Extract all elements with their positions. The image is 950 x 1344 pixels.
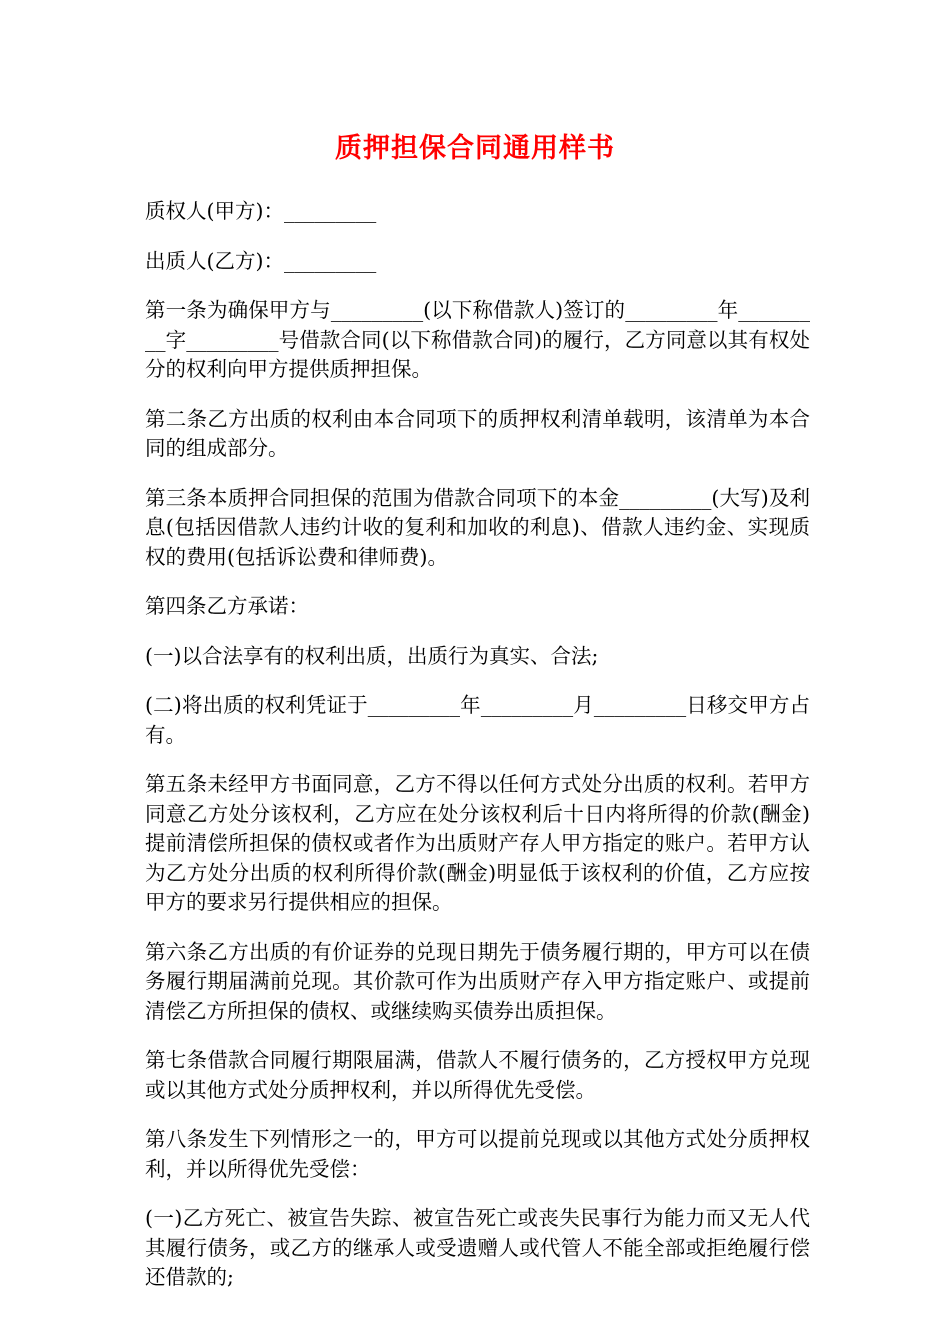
article-2: 第二条乙方出质的权利由本合同项下的质押权利清单载明，该清单为本合同的组成部分。 [145, 406, 810, 460]
article-8: 第八条发生下列情形之一的，甲方可以提前兑现或以其他方式处分质押权利，并以所得优先受偿： [145, 1127, 810, 1181]
article-6: 第六条乙方出质的有价证券的兑现日期先于债务履行期的，甲方可以在债务履行期届满前兑现。其价款可作为出质财产存入甲方指定账户、或提前清偿乙方所担保的债权、或继续购买债券出质担保。 [145, 939, 810, 1023]
article-4: 第四条乙方承诺： [145, 594, 309, 618]
article-4-item-2: (二)将出质的权利凭证于_________年_________月_________日移交甲方占有。 [145, 693, 810, 747]
pledgor-line: 出质人(乙方)：_________ [145, 248, 377, 273]
article-1: 第一条为确保甲方与_________(以下称借款人)签订的_________年_________字_________号借款合同(以下称借款合同)的履行，乙方同意以其有权处分的权利向甲方提供质押担保。 [145, 298, 810, 381]
pledgee-line: 质权人(甲方)：_________ [145, 199, 377, 223]
article-3: 第三条本质押合同担保的范围为借款合同项下的本金_________(大写)及利息(包括因借款人违约计收的复利和加收的利息)、借款人违约金、实现质权的费用(包括诉讼费和律师费)。 [145, 485, 810, 569]
article-5: 第五条未经甲方书面同意，乙方不得以任何方式处分出质的权利。若甲方同意乙方处分该权利，乙方应在处分该权利后十日内将所得的价款(酬金)提前清偿所担保的债权或者作为出质财产存人甲方指定的账户。若甲方认为乙方处分出质的权利所得价款(酬金)明显低于该权利的价值，乙方应按甲方的要求另行提供相应的担保。 [145, 772, 810, 914]
article-8-item-1: (一)乙方死亡、被宣告失踪、被宣告死亡或丧失民事行为能力而又无人代其履行债务，或乙方的继承人或受遗赠人或代管人不能全部或拒绝履行偿还借款的; [145, 1206, 810, 1289]
article-7: 第七条借款合同履行期限届满，借款人不履行债务的，乙方授权甲方兑现或以其他方式处分质押权利，并以所得优先受偿。 [145, 1048, 810, 1102]
document-body [145, 197, 810, 1293]
document-title: 质押担保合同通用样书 [335, 133, 615, 164]
article-4-item-1: (一)以合法享有的权利出质，出质行为真实、合法; [145, 643, 599, 668]
